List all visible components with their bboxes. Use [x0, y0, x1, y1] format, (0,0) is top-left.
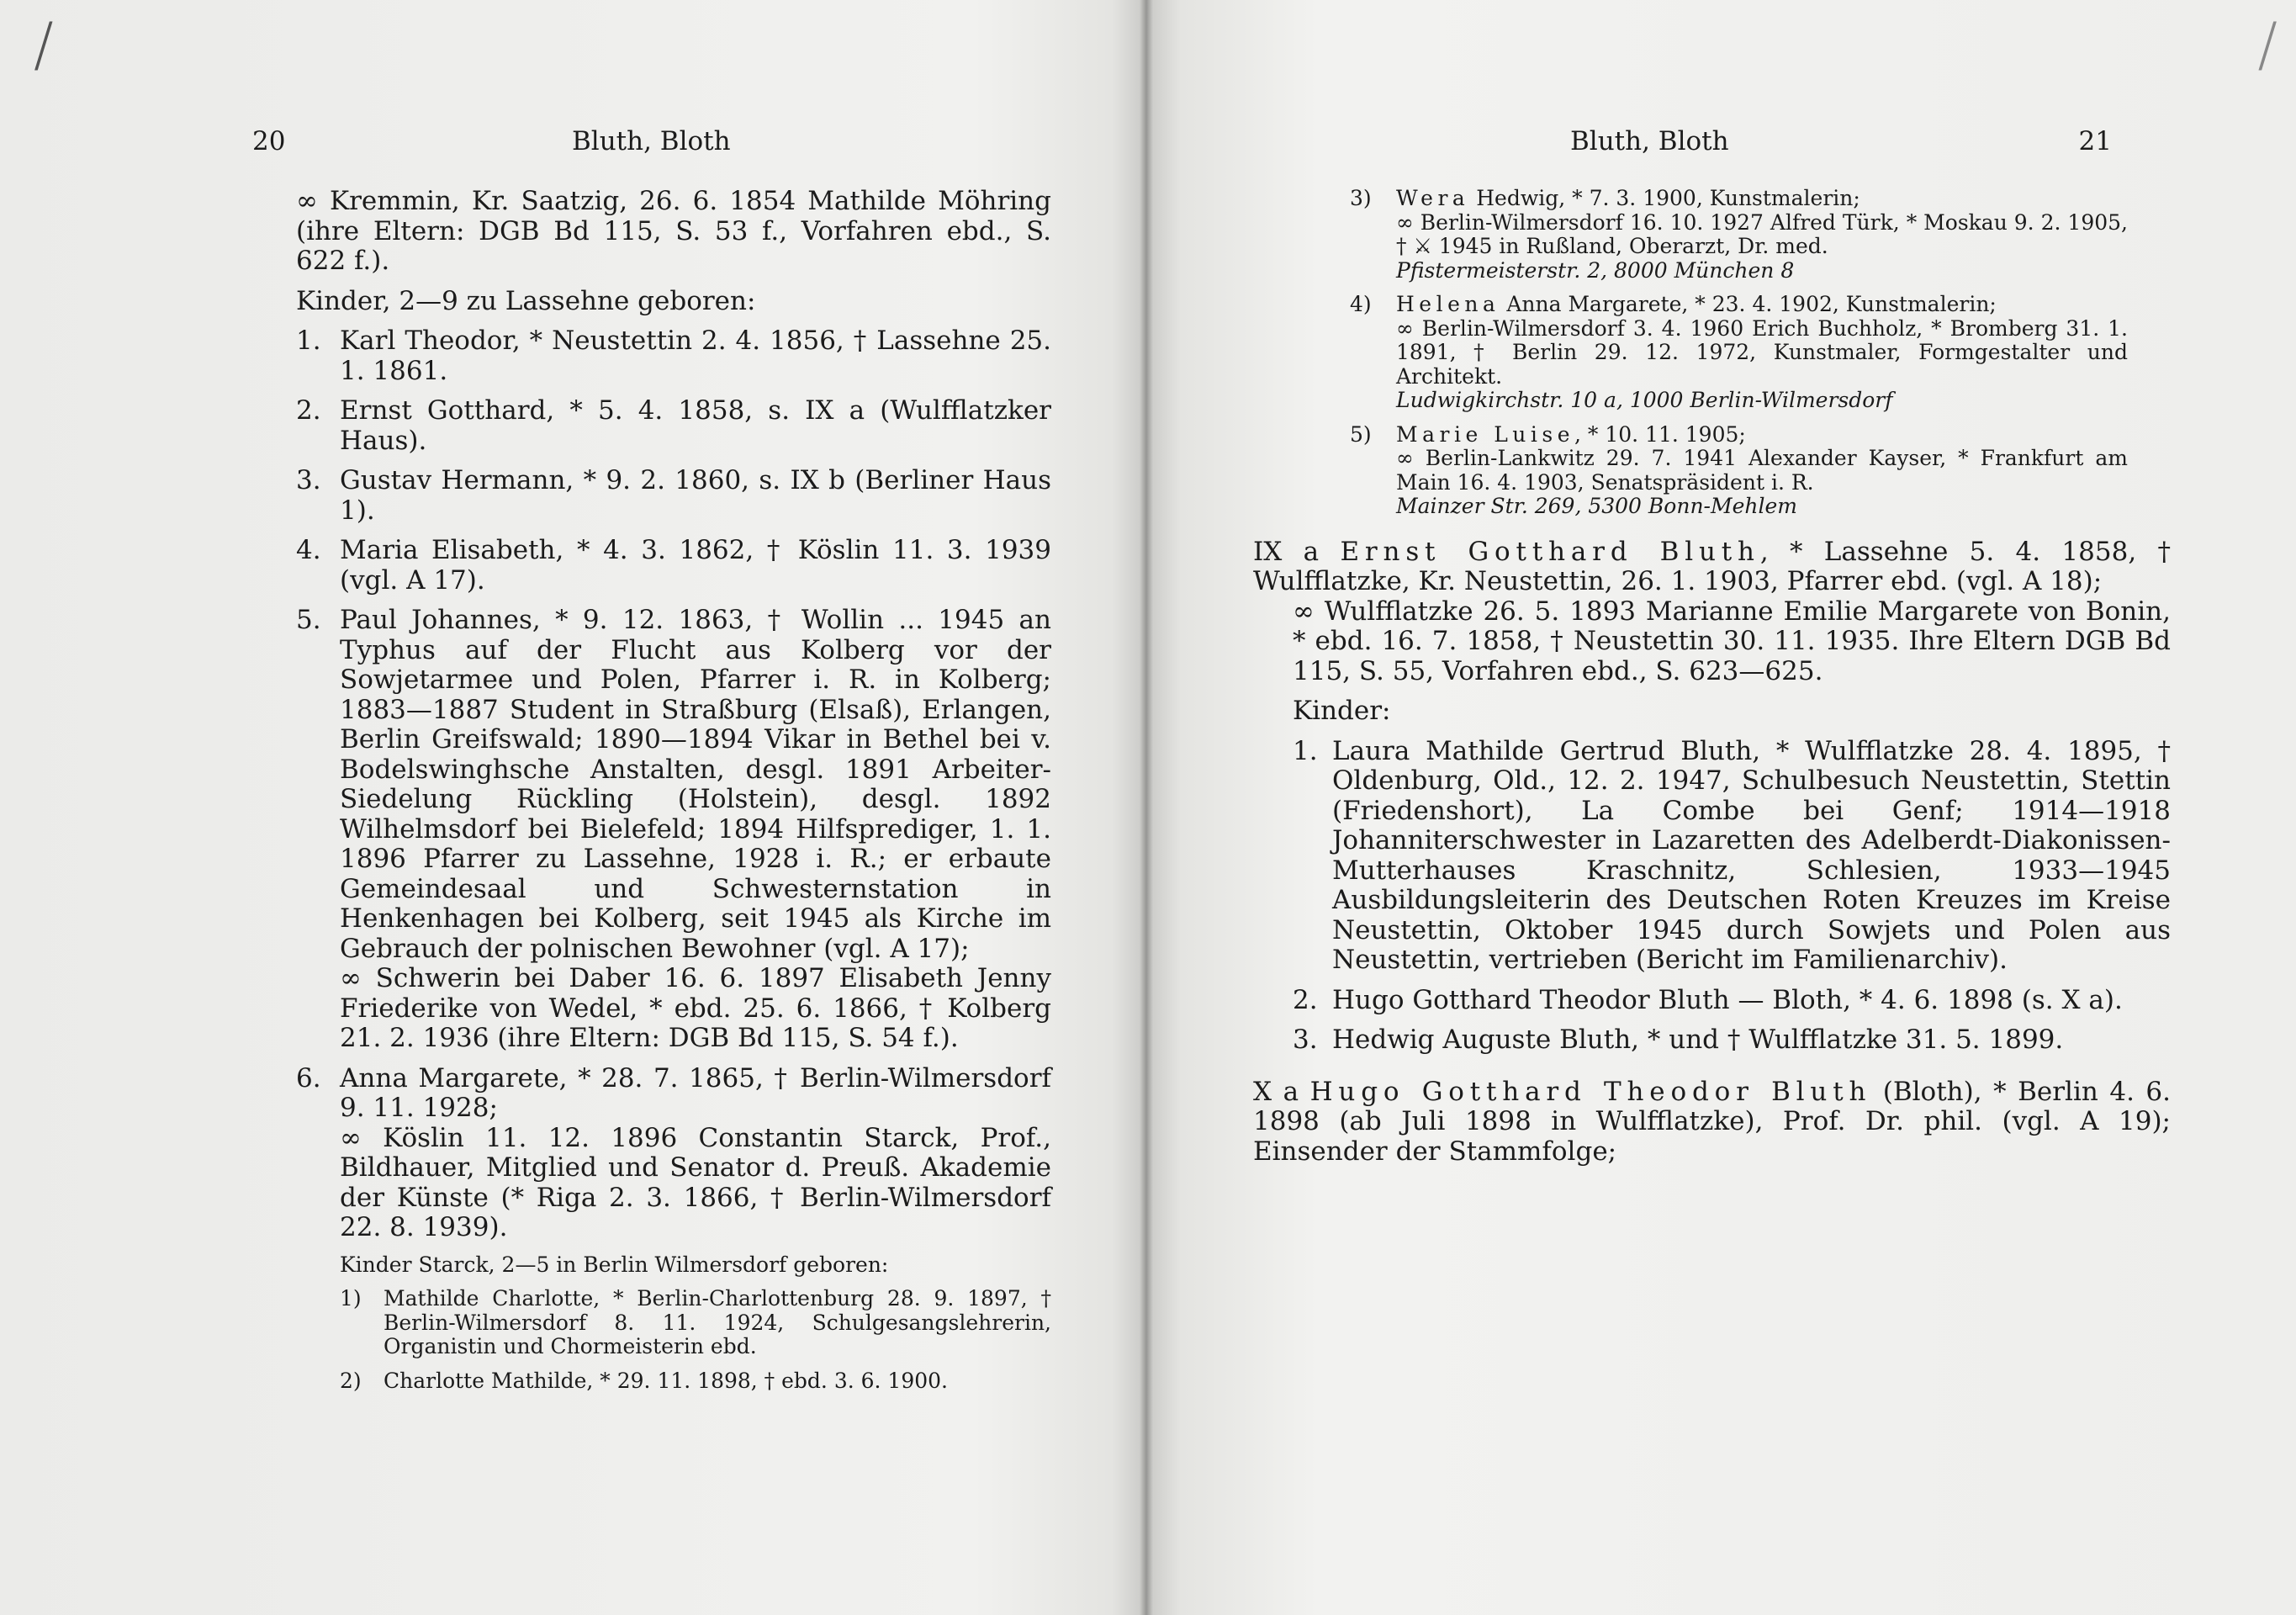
item-text: Hedwig, * 7. 3. 1900, Kunstmalerin;: [1469, 186, 1860, 210]
item-text: Anna Margarete, * 28. 7. 1865, † Berlin-Wilmersdorf 9. 11. 1928;: [340, 1062, 1051, 1123]
item-number: 5): [1350, 421, 1372, 447]
given-name: Wera: [1396, 186, 1470, 210]
person-name: Ernst Gotthard Bluth: [1340, 536, 1760, 567]
item-text: Paul Johannes, * 9. 12. 1863, † Wollin ... 1945 an Typhus auf der Flucht aus Kolberg vor der Sowjetarmee und Polen, Pfarrer i. R. in Kolberg; 1883—1887 Student in Straßburg (Elsaß), Erlangen, Berlin Greifswald; 1890—1894 Vikar in Bethel bei v. Bodelswinghsche Anstalten, desgl. 1891 Arbeiter-Siedelung Rückling (Holstein), desgl. 1892 Wilhelmsdorf bei Bielefeld; 1894 Hilfsprediger, 1. 1. 1896 Pfarrer zu Lassehne, 1928 i. R.; er erbaute Gemeindesaal und Schwesternstation in Henkenhagen bei Kolberg, seit 1945 als Kirche im Gebrauch der polnischen Bewohner (vgl. A 17);: [340, 605, 1051, 964]
item-marriage: ∞ Berlin-Wilmersdorf 16. 10. 1927 Alfred Türk, * Moskau 9. 2. 1905, † ⚔ 1945 in Rußland, Oberarzt, Dr. med.: [1396, 209, 2128, 258]
item-number: 2.: [1293, 984, 1318, 1015]
subheading: Kinder Starck, 2—5 in Berlin Wilmersdorf geboren:: [340, 1252, 889, 1277]
list-item: [296, 1064, 1051, 1243]
section-label: X a: [1253, 1076, 1299, 1107]
item-text: Maria Elisabeth, * 4. 3. 1862, † Köslin 11. 3. 1939 (vgl. A 17).: [340, 535, 1051, 596]
running-head: Bluth, Bloth: [1570, 126, 1729, 156]
item-number: 2): [340, 1368, 362, 1393]
right-header: [1262, 126, 2112, 165]
item-number: 3.: [296, 465, 321, 495]
list-item: [296, 466, 1051, 526]
list-item: [1350, 423, 2128, 519]
item-text: Ernst Gotthard, * 5. 4. 1858, s. IX a (Wulfflatzker Haus).: [340, 395, 1051, 456]
item-number: 1): [340, 1286, 362, 1311]
marriage-paragraph: ∞ Kremmin, Kr. Saatzig, 26. 6. 1854 Mathilde Möhring (ihre Eltern: DGB Bd 115, S. 53 f., Vorfahren ebd., S. 622 f.).: [296, 186, 1051, 276]
left-page: [0, 0, 1146, 1615]
pencil-mark: /: [2257, 10, 2277, 79]
item-address: Ludwigkirchstr. 10 a, 1000 Berlin-Wilmersdorf: [1396, 388, 1893, 412]
item-marriage: ∞ Berlin-Lankwitz 29. 7. 1941 Alexander Kayser, * Frankfurt am Main 16. 4. 1903, Senatspräsident i. R.: [1396, 446, 2128, 495]
list-item: [1293, 737, 2171, 976]
item-marriage: ∞ Schwerin bei Daber 16. 6. 1897 Elisabeth Jenny Friederike von Wedel, * ebd. 25. 6. 1866, † Kolberg 21. 2. 1936 (ihre Eltern: DGB Bd 115, S. 54 f.).: [340, 963, 1051, 1053]
item-marriage: ∞ Köslin 11. 12. 1896 Constantin Starck, Prof., Bildhauer, Mitglied und Senator d. Preuß. Akademie der Künste (* Riga 2. 3. 1866, † Berlin-Wilmersdorf 22. 8. 1939).: [340, 1122, 1051, 1242]
children-heading: Kinder:: [1293, 696, 1391, 726]
list-item: [296, 606, 1051, 1054]
entry-marriage: ∞ Wulfflatzke 26. 5. 1893 Marianne Emilie Margarete von Bonin, * ebd. 16. 7. 1858, † Neustettin 30. 11. 1935. Ihre Eltern DGB Bd 115, S. 55, Vorfahren ebd., S. 623—625.: [1293, 596, 2171, 686]
right-body-text: [1253, 187, 2171, 1167]
entry-text: (Bloth), * Berlin 4. 6. 1898 (ab Juli 1898 in Wulfflatzke), Prof. Dr. phil. (vgl. A 19); Einsender der Stammfolge;: [1253, 1076, 2172, 1167]
section-ixa: [1253, 537, 2171, 1056]
item-address: Pfistermeisterstr. 2, 8000 München 8: [1396, 257, 1795, 283]
item-number: 1.: [296, 326, 321, 356]
list-item: [1293, 1025, 2171, 1056]
item-address: Mainzer Str. 269, 5300 Bonn-Mehlem: [1396, 494, 1797, 518]
list-item: [296, 536, 1051, 596]
item-number: 6.: [296, 1062, 321, 1093]
left-body-text: [296, 187, 1051, 1393]
item-number: 3.: [1293, 1025, 1318, 1055]
running-head: Bluth, Bloth: [572, 126, 731, 156]
list-item: [1350, 293, 2128, 413]
given-name: Helena: [1396, 292, 1500, 316]
item-text: Mathilde Charlotte, * Berlin-Charlottenburg 28. 9. 1897, † Berlin-Wilmersdorf 8. 11. 1924, Schulgesangslehrerin, Organistin und Chormeisterin ebd.: [384, 1286, 1051, 1358]
right-page: [1146, 0, 2296, 1615]
list-item: [296, 326, 1051, 386]
book-gutter: [1140, 0, 1153, 1615]
page-number: 20: [252, 126, 286, 156]
entry-heading: [1253, 537, 2171, 597]
item-number: 2.: [296, 395, 321, 426]
entry-heading: [1253, 1078, 2171, 1168]
item-text: Anna Margarete, * 23. 4. 1902, Kunstmalerin;: [1500, 292, 1997, 316]
item-text: Hugo Gotthard Theodor Bluth — Bloth, * 4. 6. 1898 (s. X a).: [1332, 984, 2123, 1015]
starck-children: [340, 1253, 1051, 1394]
children-heading: Kinder, 2—9 zu Lassehne geboren:: [296, 285, 756, 316]
item-number: 3): [1350, 186, 1372, 210]
list-item: [340, 1287, 1051, 1359]
item-text: , * 10. 11. 1905;: [1574, 421, 1746, 447]
given-name: Marie Luise: [1396, 421, 1575, 447]
person-name: Hugo Gotthard Theodor Bluth: [1309, 1076, 1872, 1107]
item-text: Laura Mathilde Gertrud Bluth, * Wulfflatzke 28. 4. 1895, † Oldenburg, Old., 12. 2. 1947, Schulbesuch Neustettin, Stettin (Friedenshort), La Combe bei Genf; 1914—1918 Johanniterschwester in Lazaretten des Adelberdt-Diakonissen-Mutterhauses Kraschnitz, Schlesien, 1933—1945 Ausbildungsleiterin des Deutschen Roten Kreuzes im Kreise Neustettin, Oktober 1945 durch Sowjets und Polen aus Neustettin, vertrieben (Bericht im Familienarchiv).: [1332, 735, 2171, 975]
item-text: Charlotte Mathilde, * 29. 11. 1898, † ebd. 3. 6. 1900.: [384, 1368, 948, 1393]
item-number: 1.: [1293, 735, 1318, 766]
pencil-mark: /: [34, 10, 54, 79]
section-xa: [1253, 1078, 2171, 1168]
item-text: Hedwig Auguste Bluth, * und † Wulfflatzke 31. 5. 1899.: [1332, 1025, 2064, 1055]
list-item: [340, 1369, 1051, 1394]
list-item: [1293, 986, 2171, 1016]
item-text: Gustav Hermann, * 9. 2. 1860, s. IX b (Berliner Haus 1).: [340, 465, 1051, 526]
starck-children-cont: [1350, 187, 2128, 519]
item-marriage: ∞ Berlin-Wilmersdorf 3. 4. 1960 Erich Buchholz, * Bromberg 31. 1. 1891, † Berlin 29. 12. 1972, Kunstmaler, Formgestalter und Architekt.: [1396, 315, 2128, 389]
item-number: 4): [1350, 292, 1372, 316]
item-number: 5.: [296, 605, 321, 635]
entry-text: , * Lassehne 5. 4. 1858, † Wulfflatzke, Kr. Neustettin, 26. 1. 1903, Pfarrer ebd. (vgl. A 18);: [1253, 536, 2171, 596]
list-item: [296, 396, 1051, 456]
item-number: 4.: [296, 535, 321, 565]
list-item: [1350, 187, 2128, 283]
left-header: [252, 126, 1102, 165]
page-number: 21: [2078, 126, 2112, 156]
item-text: Karl Theodor, * Neustettin 2. 4. 1856, † Lassehne 25. 1. 1861.: [340, 326, 1051, 386]
section-label: IX a: [1253, 536, 1320, 567]
